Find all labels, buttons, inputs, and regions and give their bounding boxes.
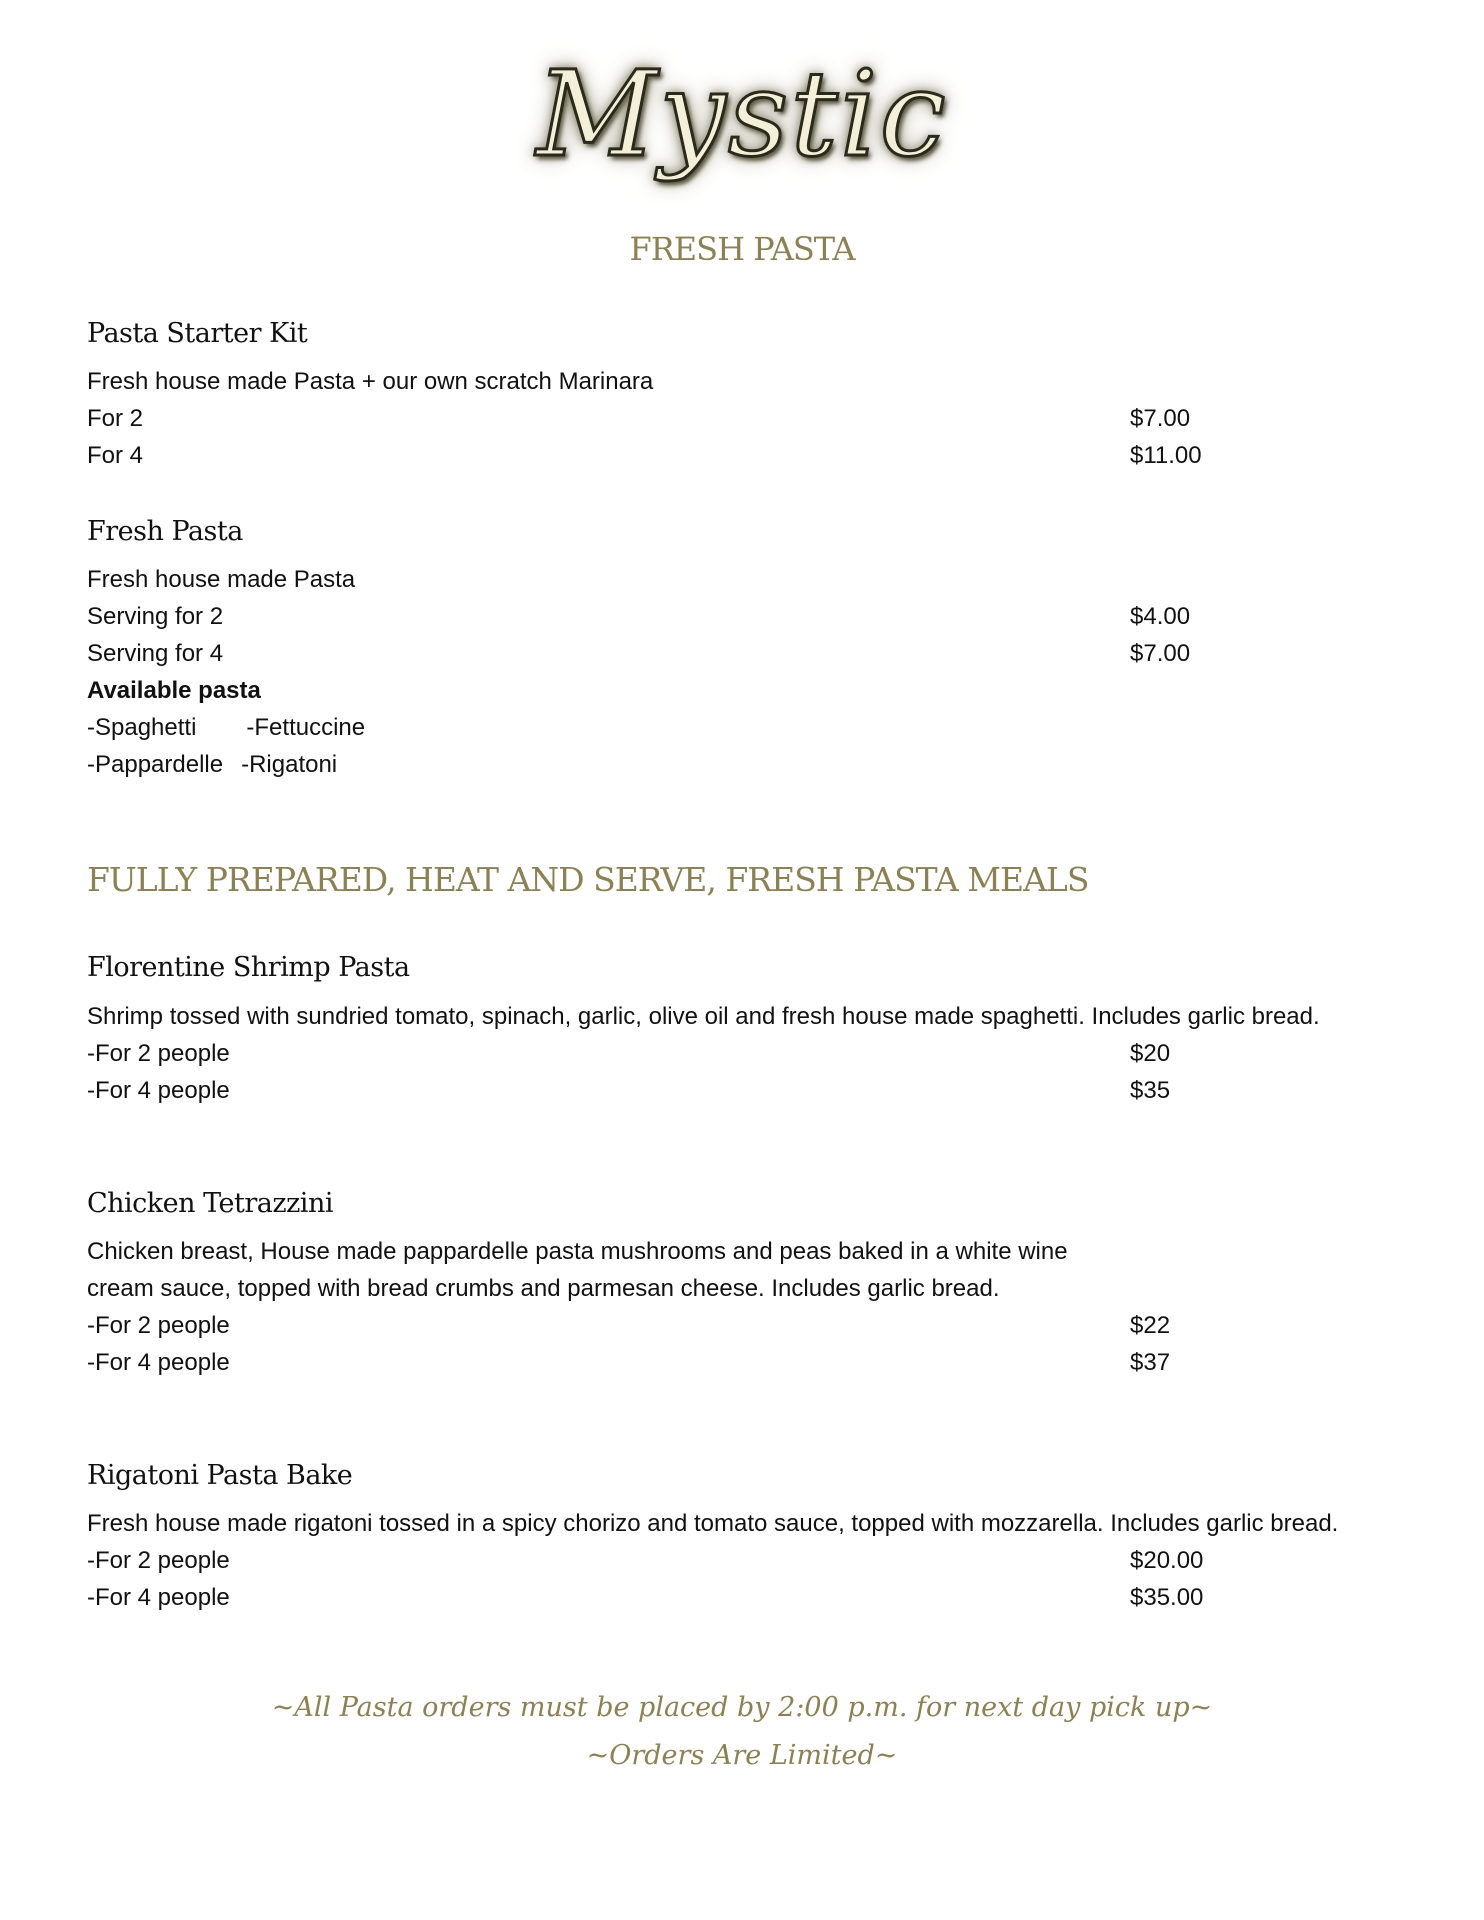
tetrazzini-title: Chicken Tetrazzini (87, 1188, 333, 1219)
rigatoni-bake-option-price: $20.00 (1130, 1547, 1204, 1574)
tetrazzini-option-price: $37 (1130, 1349, 1171, 1376)
tetrazzini-option-price: $22 (1130, 1312, 1171, 1339)
fresh-pasta-title: Fresh Pasta (87, 516, 243, 547)
prepared-meals-heading: FULLY PREPARED, HEAT AND SERVE, FRESH PASTA MEALS (87, 860, 1089, 899)
florentine-option-label: -For 2 people (87, 1040, 230, 1067)
fresh-pasta-heading: FRESH PASTA (629, 230, 855, 268)
order-deadline-note: ~All Pasta orders must be placed by 2:00 p.m. for next day pick up~ (271, 1692, 1213, 1723)
rigatoni-bake-title: Rigatoni Pasta Bake (87, 1460, 353, 1491)
tetrazzini-option-label: -For 4 people (87, 1349, 230, 1376)
rigatoni-bake-option-price: $35.00 (1130, 1584, 1204, 1611)
logo-text: Mystic (536, 45, 948, 183)
pasta-variety: -Fettuccine (246, 714, 366, 741)
pasta-variety: -Pappardelle (87, 751, 224, 778)
starter-kit-option-price: $7.00 (1130, 405, 1191, 432)
tetrazzini-option-label: -For 2 people (87, 1312, 230, 1339)
florentine-option-price: $20 (1130, 1040, 1171, 1067)
rigatoni-bake-description: Fresh house made rigatoni tossed in a spicy chorizo and tomato sauce, topped with mozzarella. Includes garlic bread. (87, 1510, 1339, 1537)
rigatoni-bake-option-label: -For 4 people (87, 1584, 230, 1611)
starter-kit-option-label: For 2 (87, 405, 144, 432)
starter-kit-description: Fresh house made Pasta + our own scratch Marinara (87, 368, 654, 395)
rigatoni-bake-option-label: -For 2 people (87, 1547, 230, 1574)
orders-limited-note: ~Orders Are Limited~ (586, 1740, 898, 1771)
logo (0, 45, 1484, 183)
florentine-description: Shrimp tossed with sundried tomato, spinach, garlic, olive oil and fresh house made spaghetti. Includes garlic bread. (87, 1003, 1320, 1030)
pasta-varieties-row (87, 713, 365, 743)
starter-kit-option-price: $11.00 (1130, 442, 1202, 469)
starter-kit-option-label: For 4 (87, 442, 144, 469)
pasta-varieties-row (87, 750, 337, 780)
pasta-variety: -Spaghetti (87, 714, 197, 741)
florentine-option-label: -For 4 people (87, 1077, 230, 1104)
available-pasta-label: Available pasta (87, 677, 261, 704)
pasta-variety: -Rigatoni (241, 751, 338, 778)
fresh-pasta-option-price: $4.00 (1130, 603, 1191, 630)
fresh-pasta-option-label: Serving for 4 (87, 640, 224, 667)
florentine-option-price: $35 (1130, 1077, 1171, 1104)
fresh-pasta-option-label: Serving for 2 (87, 603, 224, 630)
tetrazzini-description: Chicken breast, House made pappardelle pasta mushrooms and peas baked in a white wine (87, 1238, 1068, 1265)
starter-kit-title: Pasta Starter Kit (87, 318, 308, 349)
fresh-pasta-option-price: $7.00 (1130, 640, 1191, 667)
fresh-pasta-description: Fresh house made Pasta (87, 566, 356, 593)
florentine-title: Florentine Shrimp Pasta (87, 952, 410, 983)
tetrazzini-description: cream sauce, topped with bread crumbs and parmesan cheese. Includes garlic bread. (87, 1275, 1000, 1302)
